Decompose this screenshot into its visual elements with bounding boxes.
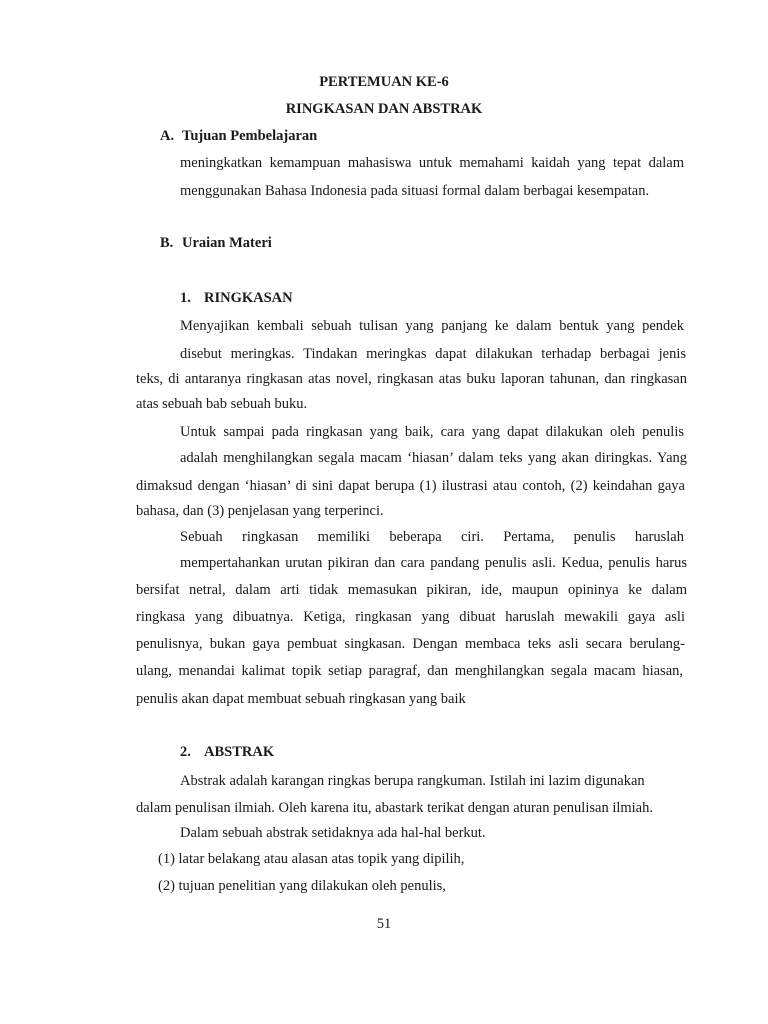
paragraph-line: disebut meringkas. Tindakan meringkas dapat dilakukan terhadap berbagai jenis bbox=[180, 346, 686, 362]
paragraph-line: Menyajikan kembali sebuah tulisan yang panjang ke dalam bentuk yang pendek bbox=[180, 318, 684, 334]
list-item: (1) latar belakang atau alasan atas topik yang dipilih, bbox=[158, 851, 465, 867]
paragraph-line: atas sebuah bab sebuah buku. bbox=[136, 396, 308, 412]
paragraph-line: ulang, menandai kalimat topik setiap paragraf, dan menghilangkan segala macam hiasan, bbox=[136, 663, 683, 679]
paragraph-line: teks, di antaranya ringkasan atas novel, ringkasan atas buku laporan tahunan, dan ringkasan bbox=[136, 371, 687, 387]
paragraph-line: bersifat netral, dalam arti tidak memasukan pikiran, ide, maupun opininya ke dalam bbox=[136, 582, 687, 598]
paragraph-line: bahasa, dan (3) penjelasan yang terperinci. bbox=[136, 503, 384, 519]
paragraph-line: adalah menghilangkan segala macam ‘hiasan’ dalam teks yang akan diringkas. Yang bbox=[180, 450, 687, 466]
ringkasan-number: 1. bbox=[180, 290, 191, 306]
page-subtitle: RINGKASAN DAN ABSTRAK bbox=[285, 101, 483, 117]
page-number: 51 bbox=[376, 916, 392, 932]
paragraph-line: mempertahankan urutan pikiran dan cara pandang penulis asli. Kedua, penulis harus bbox=[180, 555, 687, 571]
section-a-line: meningkatkan kemampuan mahasiswa untuk memahami kaidah yang tepat dalam bbox=[180, 155, 684, 171]
paragraph-line: dimaksud dengan ‘hiasan’ di sini dapat berupa (1) ilustrasi atau contoh, (2) keindahan gaya bbox=[136, 478, 685, 494]
paragraph-line: dalam penulisan ilmiah. Oleh karena itu, abastark terikat dengan aturan penulisan ilmiah. bbox=[136, 800, 653, 816]
section-a-heading: Tujuan Pembelajaran bbox=[182, 128, 318, 144]
paragraph-line: penulis akan dapat membuat sebuah ringkasan yang baik bbox=[136, 691, 466, 707]
paragraph-line: Dalam sebuah abstrak setidaknya ada hal-hal berkut. bbox=[180, 825, 486, 841]
section-b-heading: Uraian Materi bbox=[182, 235, 272, 251]
list-item: (2) tujuan penelitian yang dilakukan oleh penulis, bbox=[158, 878, 446, 894]
paragraph-line: Sebuah ringkasan memiliki beberapa ciri. Pertama, penulis haruslah bbox=[180, 529, 684, 545]
paragraph-line: Abstrak adalah karangan ringkas berupa rangkuman. Istilah ini lazim digunakan bbox=[180, 773, 645, 789]
abstrak-number: 2. bbox=[180, 744, 191, 760]
ringkasan-heading: RINGKASAN bbox=[204, 290, 293, 306]
paragraph-line: penulisnya, bukan gaya pembuat singkasan. Dengan membaca teks asli secara berulang- bbox=[136, 636, 685, 652]
abstrak-heading: ABSTRAK bbox=[204, 744, 275, 760]
section-a-marker: A. bbox=[160, 128, 175, 144]
paragraph-line: Untuk sampai pada ringkasan yang baik, cara yang dapat dilakukan oleh penulis bbox=[180, 424, 684, 440]
section-a-line: menggunakan Bahasa Indonesia pada situasi formal dalam berbagai kesempatan. bbox=[180, 183, 650, 199]
page-title: PERTEMUAN KE-6 bbox=[319, 74, 449, 90]
paragraph-line: ringkasa yang dibuatnya. Ketiga, ringkasan yang dibuat haruslah mewakili gaya asli bbox=[136, 609, 685, 625]
section-b-marker: B. bbox=[160, 235, 174, 251]
